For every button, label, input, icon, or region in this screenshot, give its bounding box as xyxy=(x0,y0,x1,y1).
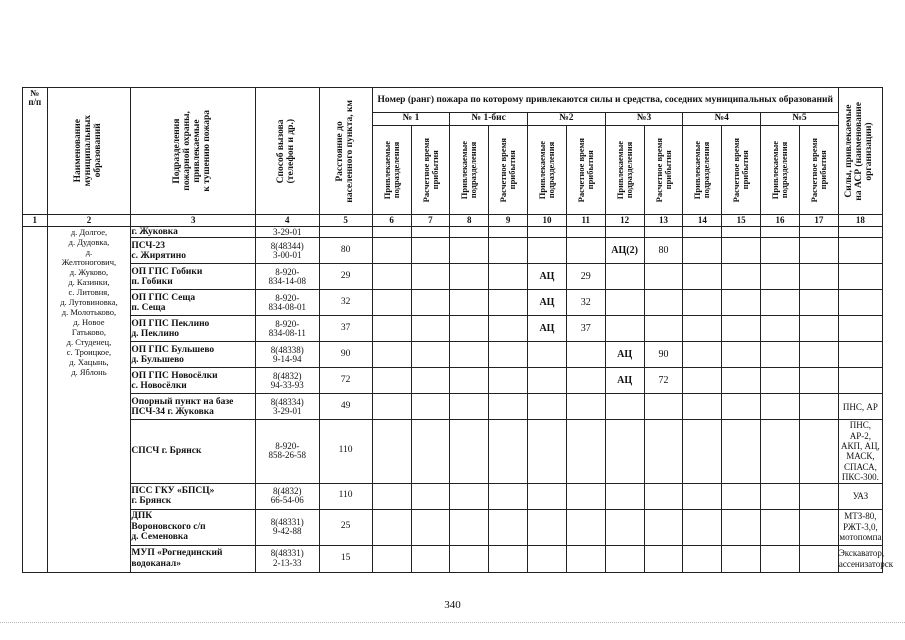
assigned-units-cell xyxy=(528,368,567,394)
assigned-units-cell xyxy=(528,238,567,264)
table-row xyxy=(23,509,883,545)
column-number: 10 xyxy=(528,215,567,227)
assigned-units-cell xyxy=(683,545,722,572)
arrival-time-cell xyxy=(722,545,761,572)
assigned-units-cell xyxy=(761,420,800,483)
assigned-units-cell xyxy=(450,483,489,509)
table-row xyxy=(23,227,883,238)
assigned-units-cell xyxy=(450,316,489,342)
assigned-units-cell xyxy=(450,290,489,316)
table-row xyxy=(23,483,883,509)
row-number-cell xyxy=(23,227,48,573)
arrival-time-cell xyxy=(411,342,450,368)
call-method-cell: 8(48334) 3-29-01 xyxy=(256,394,319,420)
assigned-units-cell xyxy=(372,368,411,394)
asr-forces-cell xyxy=(838,227,882,238)
asr-forces-cell xyxy=(838,264,882,290)
assigned-units-cell xyxy=(372,316,411,342)
asr-forces-cell: Экскаватор, ассенизаторск xyxy=(838,545,882,572)
arrival-time-cell xyxy=(411,483,450,509)
column-number: 12 xyxy=(605,215,644,227)
arrival-time-cell xyxy=(799,509,838,545)
call-method-cell: 8(4832) 94-33-93 xyxy=(256,368,319,394)
assigned-units-cell xyxy=(605,394,644,420)
assigned-units-cell xyxy=(450,342,489,368)
call-method-cell: 8(48331) 2-13-33 xyxy=(256,545,319,572)
arrival-time-cell xyxy=(411,264,450,290)
distance-cell: 37 xyxy=(319,316,372,342)
assigned-units-cell xyxy=(605,264,644,290)
assigned-units-cell xyxy=(372,509,411,545)
assigned-units-cell xyxy=(761,227,800,238)
assigned-units-cell xyxy=(450,394,489,420)
arrival-time-cell xyxy=(722,368,761,394)
asr-forces-cell xyxy=(838,290,882,316)
table-header xyxy=(23,88,883,227)
header-call-method: Способ вызова (телефон и др.) xyxy=(256,88,319,215)
arrival-time-cell xyxy=(644,316,683,342)
municipalities-cell: д. Долгое, д. Дудовка, д. Желтоногович, д. Жуково, д. Казинки, с. Литовня, д. Лутовиновка, д. Молотьково, д. Новое Гатьково, д. Студенец, с. Троицкое, д. Хацынь, д. Яблонь xyxy=(47,227,131,573)
arrival-time-cell: 72 xyxy=(644,368,683,394)
arrival-time-cell xyxy=(566,368,605,394)
assigned-units-cell xyxy=(450,509,489,545)
asr-forces-cell xyxy=(838,316,882,342)
header-units-sub-1: Привлекаемые подразделения xyxy=(372,126,411,215)
asr-forces-cell xyxy=(838,368,882,394)
table-row xyxy=(23,290,883,316)
header-units-sub-4: Привлекаемые подразделения xyxy=(605,126,644,215)
arrival-time-cell xyxy=(722,290,761,316)
arrival-time-cell xyxy=(489,342,528,368)
arrival-time-cell xyxy=(411,545,450,572)
arrival-time-cell xyxy=(799,342,838,368)
header-units-sub-3: Привлекаемые подразделения xyxy=(528,126,567,215)
assigned-units-cell xyxy=(683,238,722,264)
arrival-time-cell xyxy=(411,238,450,264)
assigned-units-cell xyxy=(528,483,567,509)
assigned-units-cell xyxy=(761,238,800,264)
arrival-time-cell xyxy=(411,316,450,342)
arrival-time-cell xyxy=(489,264,528,290)
unit-name-cell: ОП ГПС Пеклино д. Пеклино xyxy=(131,316,256,342)
unit-name-cell: МУП «Рогнединский водоканал» xyxy=(131,545,256,572)
assigned-units-cell xyxy=(528,227,567,238)
assigned-units-cell xyxy=(683,509,722,545)
assigned-units-cell xyxy=(761,316,800,342)
call-method-cell: 8-920- 834-08-11 xyxy=(256,316,319,342)
assigned-units-cell xyxy=(683,483,722,509)
assigned-units-cell xyxy=(605,509,644,545)
call-method-cell: 8(48344) 3-00-01 xyxy=(256,238,319,264)
column-number: 13 xyxy=(644,215,683,227)
assigned-units-cell xyxy=(605,227,644,238)
unit-name-cell: ОП ГПС Новосёлки с. Новосёлки xyxy=(131,368,256,394)
table-row xyxy=(23,316,883,342)
assigned-units-cell xyxy=(372,264,411,290)
header-time-sub-6: Расчетное время прибытия xyxy=(799,126,838,215)
unit-name-cell: ПСЧ-23 с. Жирятино xyxy=(131,238,256,264)
call-method-cell: 8-920- 834-08-01 xyxy=(256,290,319,316)
arrival-time-cell xyxy=(722,342,761,368)
assigned-units-cell xyxy=(683,368,722,394)
arrival-time-cell xyxy=(566,342,605,368)
arrival-time-cell xyxy=(644,394,683,420)
column-number: 4 xyxy=(256,215,319,227)
arrival-time-cell xyxy=(566,420,605,483)
asr-forces-cell: МТЗ-80, РЖТ-3,0, мотопомпа xyxy=(838,509,882,545)
page-number: 340 xyxy=(444,599,461,611)
arrival-time-cell xyxy=(644,290,683,316)
arrival-time-cell xyxy=(411,509,450,545)
assigned-units-cell xyxy=(761,342,800,368)
arrival-time-cell xyxy=(566,509,605,545)
arrival-time-cell xyxy=(489,420,528,483)
arrival-time-cell xyxy=(566,227,605,238)
assigned-units-cell xyxy=(528,394,567,420)
arrival-time-cell xyxy=(799,238,838,264)
arrival-time-cell xyxy=(799,290,838,316)
distance-cell: 32 xyxy=(319,290,372,316)
arrival-time-cell xyxy=(566,483,605,509)
arrival-time-cell xyxy=(489,509,528,545)
distance-cell: 29 xyxy=(319,264,372,290)
header-rank-2: № 1-бис xyxy=(450,113,528,126)
assigned-units-cell xyxy=(683,342,722,368)
table-row xyxy=(23,238,883,264)
unit-name-cell: ОП ГПС Бульшево д. Бульшево xyxy=(131,342,256,368)
arrival-time-cell xyxy=(489,227,528,238)
arrival-time-cell xyxy=(644,545,683,572)
arrival-time-cell: 32 xyxy=(566,290,605,316)
table-row xyxy=(23,264,883,290)
arrival-time-cell: 29 xyxy=(566,264,605,290)
assigned-units-cell: АЦ(2) xyxy=(605,238,644,264)
call-method-cell: 3-29-01 xyxy=(256,227,319,238)
table-body xyxy=(23,226,894,573)
assigned-units-cell xyxy=(450,238,489,264)
assigned-units-cell xyxy=(450,227,489,238)
arrival-time-cell xyxy=(489,483,528,509)
arrival-time-cell: 37 xyxy=(566,316,605,342)
arrival-time-cell xyxy=(411,227,450,238)
header-rank-3: №2 xyxy=(528,113,606,126)
arrival-time-cell xyxy=(489,368,528,394)
assigned-units-cell xyxy=(450,420,489,483)
arrival-time-cell xyxy=(722,483,761,509)
arrival-time-cell xyxy=(489,290,528,316)
asr-forces-cell xyxy=(838,342,882,368)
arrival-time-cell xyxy=(411,368,450,394)
distance-cell xyxy=(319,227,372,238)
assigned-units-cell xyxy=(683,264,722,290)
assigned-units-cell xyxy=(761,509,800,545)
assigned-units-cell xyxy=(683,290,722,316)
assigned-units-cell xyxy=(683,316,722,342)
column-number: 9 xyxy=(489,215,528,227)
assigned-units-cell xyxy=(450,368,489,394)
assigned-units-cell xyxy=(372,394,411,420)
asr-forces-cell xyxy=(838,238,882,264)
arrival-time-cell xyxy=(566,394,605,420)
assigned-units-cell xyxy=(372,483,411,509)
arrival-time-cell xyxy=(799,394,838,420)
arrival-time-cell: 80 xyxy=(644,238,683,264)
assigned-units-cell xyxy=(372,227,411,238)
arrival-time-cell xyxy=(489,238,528,264)
arrival-time-cell xyxy=(566,238,605,264)
assigned-units-cell xyxy=(761,483,800,509)
assigned-units-cell xyxy=(605,483,644,509)
column-number: 8 xyxy=(450,215,489,227)
column-number: 15 xyxy=(722,215,761,227)
arrival-time-cell xyxy=(722,238,761,264)
header-time-sub-1: Расчетное время прибытия xyxy=(411,126,450,215)
call-method-cell: 8-920- 858-26-58 xyxy=(256,420,319,483)
header-municipalities: Наименование муниципальных образований xyxy=(47,88,131,215)
assigned-units-cell xyxy=(683,227,722,238)
table-row xyxy=(23,368,883,394)
arrival-time-cell xyxy=(722,394,761,420)
arrival-time-cell xyxy=(722,316,761,342)
arrival-time-cell xyxy=(799,316,838,342)
scan-edge-divider xyxy=(0,622,905,627)
arrival-time-cell xyxy=(489,394,528,420)
arrival-time-cell xyxy=(799,483,838,509)
header-forces: Силы, привлекаемые на АСР (наименование организации) xyxy=(838,88,882,215)
header-time-sub-3: Расчетное время прибытия xyxy=(566,126,605,215)
column-number: 3 xyxy=(131,215,256,227)
header-num: № п/п xyxy=(23,88,48,215)
assigned-units-cell xyxy=(450,264,489,290)
arrival-time-cell xyxy=(411,394,450,420)
column-number: 1 xyxy=(23,215,48,227)
call-method-cell: 8(4832) 66-54-06 xyxy=(256,483,319,509)
arrival-time-cell xyxy=(644,420,683,483)
header-time-sub-4: Расчетное время прибытия xyxy=(644,126,683,215)
fire-forces-table xyxy=(22,87,894,573)
assigned-units-cell xyxy=(528,545,567,572)
assigned-units-cell xyxy=(761,368,800,394)
distance-cell: 90 xyxy=(319,342,372,368)
column-number: 6 xyxy=(372,215,411,227)
assigned-units-cell: АЦ xyxy=(528,316,567,342)
call-method-cell: 8(48338) 9-14-94 xyxy=(256,342,319,368)
table-row xyxy=(23,420,883,483)
unit-name-cell: Опорный пункт на базе ПСЧ-34 г. Жуковка xyxy=(131,394,256,420)
header-rank-6: №5 xyxy=(761,113,839,126)
assigned-units-cell xyxy=(605,316,644,342)
distance-cell: 80 xyxy=(319,238,372,264)
distance-cell: 110 xyxy=(319,420,372,483)
assigned-units-cell xyxy=(761,264,800,290)
header-units-sub-5: Привлекаемые подразделения xyxy=(683,126,722,215)
arrival-time-cell xyxy=(644,264,683,290)
header-units-sub-6: Привлекаемые подразделения xyxy=(761,126,800,215)
header-units: Подразделения пожарной охраны, привлекаемые к тушению пожара xyxy=(131,88,256,215)
arrival-time-cell xyxy=(799,545,838,572)
table-row xyxy=(23,545,883,572)
assigned-units-cell xyxy=(528,420,567,483)
header-units-sub-2: Привлекаемые подразделения xyxy=(450,126,489,215)
arrival-time-cell xyxy=(644,227,683,238)
header-time-sub-2: Расчетное время прибытия xyxy=(489,126,528,215)
column-number: 17 xyxy=(799,215,838,227)
assigned-units-cell xyxy=(372,238,411,264)
asr-forces-cell: УАЗ xyxy=(838,483,882,509)
header-rank-4: №3 xyxy=(605,113,683,126)
arrival-time-cell xyxy=(799,227,838,238)
table-row xyxy=(23,342,883,368)
assigned-units-cell xyxy=(372,545,411,572)
assigned-units-cell: АЦ xyxy=(605,368,644,394)
distance-cell: 15 xyxy=(319,545,372,572)
arrival-time-cell xyxy=(411,290,450,316)
call-method-cell: 8(48331) 9-42-88 xyxy=(256,509,319,545)
column-number: 14 xyxy=(683,215,722,227)
assigned-units-cell xyxy=(605,290,644,316)
assigned-units-cell xyxy=(372,290,411,316)
unit-name-cell: ДПК Вороновского с/п д. Семеновка xyxy=(131,509,256,545)
header-rank-1: № 1 xyxy=(372,113,450,126)
assigned-units-cell xyxy=(372,342,411,368)
column-number: 5 xyxy=(319,215,372,227)
distance-cell: 49 xyxy=(319,394,372,420)
assigned-units-cell xyxy=(605,545,644,572)
header-distance: Расстояние до населенного пункта, км xyxy=(319,88,372,215)
assigned-units-cell xyxy=(761,394,800,420)
arrival-time-cell xyxy=(799,368,838,394)
arrival-time-cell xyxy=(799,264,838,290)
arrival-time-cell xyxy=(644,509,683,545)
arrival-time-cell xyxy=(411,420,450,483)
column-number: 16 xyxy=(761,215,800,227)
unit-name-cell: г. Жуковка xyxy=(131,227,256,238)
assigned-units-cell xyxy=(528,509,567,545)
distance-cell: 110 xyxy=(319,483,372,509)
distance-cell: 72 xyxy=(319,368,372,394)
unit-name-cell: СПСЧ г. Брянск xyxy=(131,420,256,483)
assigned-units-cell xyxy=(761,545,800,572)
arrival-time-cell xyxy=(489,545,528,572)
unit-name-cell: ПСС ГКУ «БПСЦ» г. Брянск xyxy=(131,483,256,509)
column-number: 11 xyxy=(566,215,605,227)
call-method-cell: 8-920- 834-14-08 xyxy=(256,264,319,290)
arrival-time-cell: 90 xyxy=(644,342,683,368)
asr-forces-cell: ПНС, АР xyxy=(838,394,882,420)
assigned-units-cell xyxy=(528,342,567,368)
arrival-time-cell xyxy=(799,420,838,483)
unit-name-cell: ОП ГПС Сеща п. Сеща xyxy=(131,290,256,316)
column-number: 7 xyxy=(411,215,450,227)
arrival-time-cell xyxy=(722,509,761,545)
assigned-units-cell xyxy=(683,394,722,420)
assigned-units-cell xyxy=(450,545,489,572)
assigned-units-cell xyxy=(372,420,411,483)
assigned-units-cell: АЦ xyxy=(528,290,567,316)
header-rank-5: №4 xyxy=(683,113,761,126)
arrival-time-cell xyxy=(722,264,761,290)
column-number: 18 xyxy=(838,215,882,227)
header-fire-rank: Номер (ранг) пожара по которому привлекаются силы и средства, соседних муниципальных образований xyxy=(372,88,838,113)
assigned-units-cell xyxy=(605,420,644,483)
arrival-time-cell xyxy=(644,483,683,509)
table-row xyxy=(23,394,883,420)
assigned-units-cell: АЦ xyxy=(528,264,567,290)
arrival-time-cell xyxy=(722,420,761,483)
assigned-units-cell: АЦ xyxy=(605,342,644,368)
header-time-sub-5: Расчетное время прибытия xyxy=(722,126,761,215)
arrival-time-cell xyxy=(489,316,528,342)
unit-name-cell: ОП ГПС Гобики п. Гобики xyxy=(131,264,256,290)
arrival-time-cell xyxy=(722,227,761,238)
assigned-units-cell xyxy=(683,420,722,483)
assigned-units-cell xyxy=(761,290,800,316)
distance-cell: 25 xyxy=(319,509,372,545)
column-number: 2 xyxy=(47,215,131,227)
arrival-time-cell xyxy=(566,545,605,572)
asr-forces-cell: ПНС, АР-2, АКП, АЦ, МАСК, СПАСА, ПКС-300. xyxy=(838,420,882,483)
